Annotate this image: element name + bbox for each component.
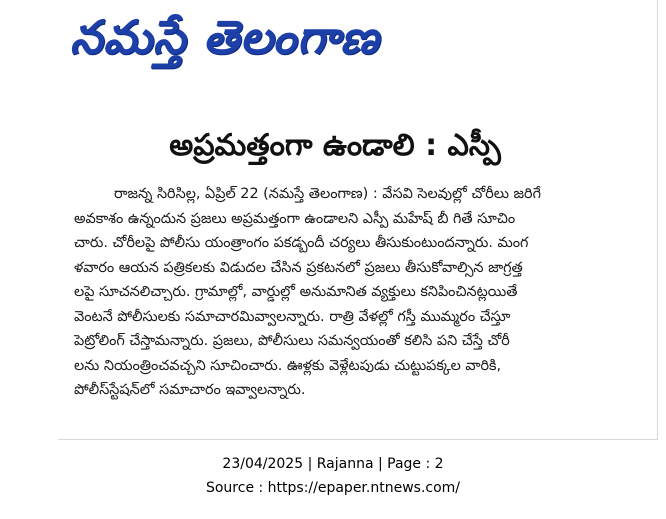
article-line: పెట్రోలింగ్ చేస్తామన్నారు. ప్రజలు, పోలీసులు సమన్వయంతో కలిసి పని చేస్తే చోరీ bbox=[74, 333, 510, 349]
article-line: లపై సూచనలిచ్చారు. గ్రామాల్లో, వార్డుల్లో అనుమానిత వ్యక్తులు కనిపించినట్లయితే bbox=[74, 284, 518, 300]
article-line: పోలీస్‌స్టేషన్‌లో సమాచారం ఇవ్వాలన్నారు. bbox=[74, 382, 306, 398]
article-line: లను నియంత్రించవచ్చని సూచించారు. ఊళ్లకు వెళ్లేటపుడు చుట్టుపక్కల వారికి, bbox=[74, 357, 502, 374]
article-line: రాజన్న సిరిసిల్ల, ఏప్రిల్ 22 (నమస్తే తెలంగాణ) : వేసవి సెలవుల్లో చోరీలు జరిగే bbox=[114, 186, 541, 202]
article-body bbox=[74, 182, 650, 403]
source-link[interactable]: Source : https://epaper.ntnews.com/ bbox=[205, 480, 461, 496]
article-line: వెంటనే పోలీసులకు సమాచారమివ్వాలన్నారు. రాత్రి వేళల్లో గస్తీ ముమ్మరం చేస్తూ bbox=[74, 308, 511, 325]
article-line: అవకాశం ఉన్నందున ప్రజలు అప్రమత్తంగా ఉండాలని ఎస్పీ మహేష్ బీ గితే సూచిం bbox=[74, 210, 516, 227]
newspaper-masthead: నమస్తే తెలంగాణ bbox=[70, 10, 380, 64]
article-headline: అప్రమత్తంగా ఉండాలి : ఎస్పీ bbox=[169, 128, 501, 163]
article-line: చారు. చోరీలపై పోలీసు యంత్రాంగం పకడ్బందీ చర్యలు తీసుకుంటుందన్నారు. మంగ bbox=[74, 235, 529, 251]
publication-info: 23/04/2025 | Rajanna | Page : 2 bbox=[222, 456, 444, 472]
article-line: ళవారం ఆయన పత్రికలకు విడుదల చేసిన ప్రకటనలో ప్రజలు తీసుకోవాల్సిన జాగ్రత్త bbox=[74, 259, 523, 276]
